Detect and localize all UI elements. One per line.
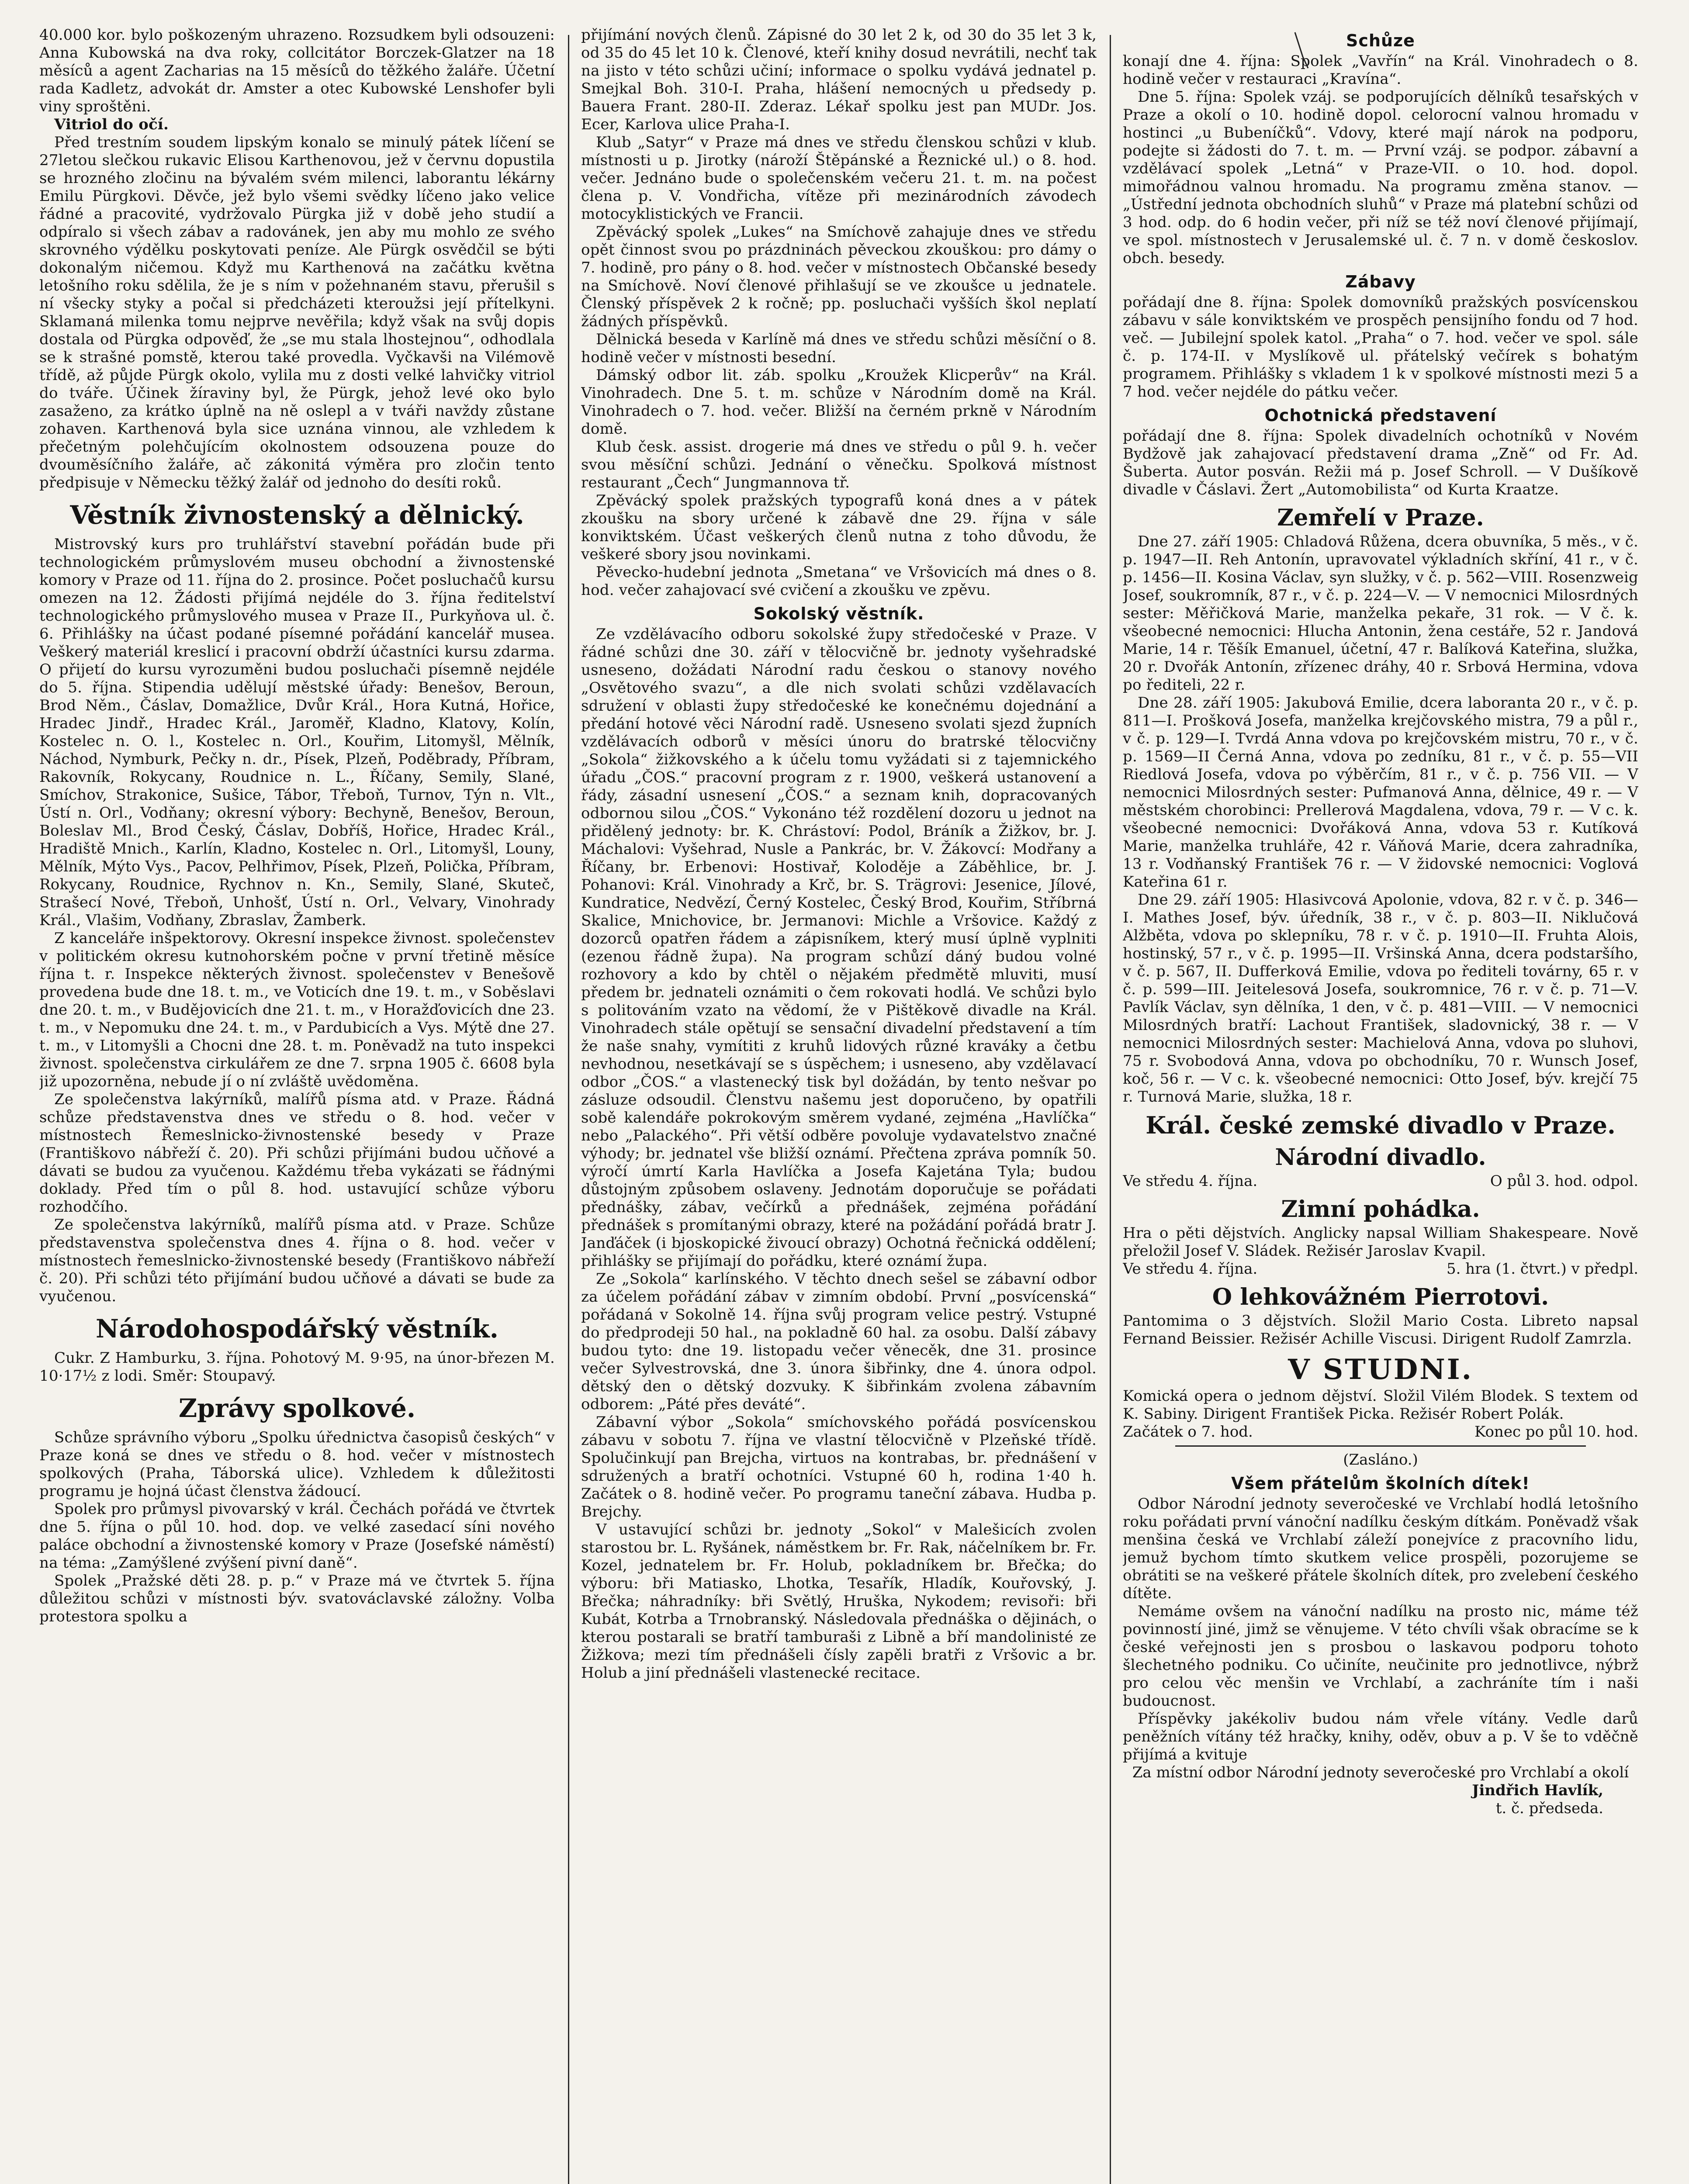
section-heading: Ochotnická představení (1264, 406, 1497, 425)
section-heading: Sokolský věstník. (753, 604, 924, 623)
article-text: Dělnická beseda v Karlíně má dnes ve středu schůzi měsíční o 8. hodině večer v místnosti besední. (581, 331, 1097, 366)
performance-start: Začátek o 7. hod. (1123, 1423, 1253, 1441)
performance-title: V STUDNI. (1288, 1353, 1473, 1386)
performance-title: Zimní pohádka. (1281, 1196, 1480, 1223)
section-heading: Věstník živnostenský a dělnický. (70, 500, 524, 530)
performance-title: O lehkovážném Pierrotovi. (1212, 1284, 1549, 1310)
article-text: Schůze správního výboru „Spolku úřednictva časopisů českých“ v Praze koná se dnes ve středu o 8. hod. večer v místnostech spolkových (Praha, Táborská ulice). Vzhledem k důležitosti programu je hojná účast členstva žádoucí. (39, 1429, 555, 1500)
article-text: Zpěvácký spolek „Lukes“ na Smíchově zahajuje dnes ve středu opět činnost svou po prázdninách pěveckou zkouškou: pro dámy o 7. hodině, pro pány o 8. hod. večer v místnostech Občanské besedy na Smíchově. Noví členové přihlašují se ve zkoušce u jednatele. Členský příspěvek 2 k ročně; pp. posluchači vyšších škol neplatí žádných příspěvků. (581, 223, 1097, 330)
appeal-text: Nemáme ovšem na vánoční nadílku na prosto nic, máme též povinností jiné, jimž se věnujeme. V této chvíli však obracíme se k české veřejnosti jen s prosbou o laskavou podporu tohoto šlechetného podniku. Co učiníte, neučinite pro jednotlivce, nýbrž pro celou věc menšin ve Vrchlabí, a zachráníte tím i naši budoucnost. (1123, 1603, 1638, 1710)
appeal-signature-role: t. č. předseda. (1495, 1800, 1603, 1817)
article-text: 40.000 kor. bylo poškozeným uhrazeno. Rozsudkem byli odsouzeni: Anna Kubowská na dva roky, collcitátor Borczek-Glatzer na 18 měsíců a agent Zacharias na 15 měsíců do těžkého žaláře. Účetní rada Kadletz, advokát dr. Amster a otec Kubowské Lenshofer byli viny sproštěni. (39, 26, 555, 115)
article-text: Ze „Sokola“ karlínského. V těchto dnech sešel se zábavní odbor za účelem pořádání zábav v zimním období. První „posvícenská“ pořádaná v Sokolně 14. října svůj program velice pestrý. Vstupné do předprodeji 50 hal., na pokladně 60 hal. za osobu. Další zábavy budou tyto: dne 19. listopadu večer věnecěk, dne 31. prosince večer Sylvestrovská, dne 3. února šibřinky, dne 4. února odpol. dětský den o dětský dozvuky. K šibřinkám zvolena zábavním odborem: „Páté přes deváté“. (581, 1270, 1097, 1413)
article-text: Ze společenstva lakýrníků, malířů písma atd. v Praze. Schůze představenstva společenstva dnes 4. října o 8. hod. večer v místnostech řemeslnicko-živnostenské besedy (Františkovo nábřeží č. 20). Při schůzi této přijímání budou učňové a dávati se bude za vyučenou. (39, 1216, 555, 1305)
article-text: Pěvecko-hudební jednota „Smetana“ ve Vršovicích má dnes o 8. hod. večer zahajovací své cvičení a zkoušku ve zpěvu. (581, 563, 1097, 599)
article-text: Zpěvácký spolek pražských typografů koná dnes a v pátek zkoušku na sbory určené k zábavě dne 29. října v sále konviktském. Účast veškerých členů nutna z toho důvodu, že veškeré sbory jsou novinkami. (581, 492, 1097, 563)
article-text: pořádají dne 8. října: Spolek divadelních ochotníků v Novém Bydžově jak zahajovací představení drama „Zně“ od Fr. Ad. Šuberta. Autor posván. Režii má p. Josef Schroll. — V Dušíkově divadle v Čáslavi. Žert „Automobilista“ od Kurta Kraatze. (1123, 427, 1638, 498)
article-text: Z kanceláře inšpektorovy. Okresní inspekce živnost. společenstev v politickém okresu kutnohorském počne v první třetině měsíce října t. r. Inspekce některých živnost. společenstev v Benešově provedena bude dne 18. t. m., ve Voticích dne 19. t. m., v Soběslavi dne 20. t. m., v Budějovicích dne 21. t. m., v Horažďovicích dne 23. t. m., v Nepomuku dne 24. t. m., v Pardubicích a Vys. Mýtě dne 27. t. m., v Litomyšli a Chocni dne 28. t. m. Poněvadž na tuto inspekci živnost. společenstva cirkulářem ze dne 7. srpna 1905 č. 6608 byla již upozorněna, nebude jí o ní zvláště uvědoměna. (39, 930, 555, 1090)
performance-date: Ve středu 4. října. (1123, 1260, 1258, 1278)
article-text: Ze vzdělávacího odboru sokolské župy středočeské v Praze. V řádné schůzi dne 30. září v tělocvičně br. jednoty vyšehradské usneseno, dožádati Národní radu českou o stanovy nového „Osvětového svazu“, a dle nich svolati schůzi vzdělavacích sdružení v oblasti župy středočeské ke konečnému dojednání a předání hotové věci Národní radě. Usneseno svolati sjezd župních vzdělávacích odborů v měsíci únoru do bratrské tělocvičny „Sokola“ žižkovského a k účelu tomu vyžádati si z tajemnického úřadu „ČOS.“ pracovní program z r. 1900, veškerá ustanovení a řády, zásadní usnesení „ČOS.“ a seznam knih, dopracovaných odbornou silou „ČOS.“ Vykonáno též rozdělení dozoru u jednot na přidělený jednoty: br. K. Chrástoví: Podol, Bráník a Žižkov, br. J. Máchalovi: Vyšehrad, Nusle a Pankrác, br. V. Žákovcí: Modřany a Říčany, br. Erbenovi: Hostivař, Koloděje a Záběhlice, br. J. Pohanovi: Král. Vinohrady a Krč, br. S. Trägrovi: Jesenice, Jílové, Kundratice, Nedvězí, Černý Kostelec, Český Brod, Kouřim, Stříbrná Skalice, Mnichovice, br. Jermanovi: Michle a Vršovice. Každý z dozorců opatřen řádem a zápisníkem, který musí úplně vyplniti (ezenou řádně župa). Na program schůzí dáný budou volné rozhovory a kdo by chtěl o nějakém předmětě mluviti, musí předem br. jednateli oznámiti o čem rokovati hodlá. Ve schůzi bylo s politováním vzato na vědomí, že v Pištěkově divadle na Král. Vinohradech stále opětují se sensační divadelní představení a tím že naše snahy, vymítiti z kruhů lidových různé kraváky a četbu nevhodnou, nesetkávají se s úspěchem; i usneseno, aby vzdělavací odbor „ČOS.“ a vlastenecký tisk byl dožádán, by tento nešvar po zásluze odsoudil. Členstvu našemu jest doporučeno, by opatřili sobě kalendáře pokrokovým směrem vydané, zejména „Havlíčka“ nebo „Palackého“. Při větší odběre povoluje vydavatelstvo značné výhody; br. jednatel vše bližší oznámí. Přečtena zpráva pomník 50. výročí úmrtí Karla Havlíčka a Josefa Kajetána Tyla; budou důstojným způsobem oslaveny. Jednotám doporučuje se pořádati přednášky, zábav, večírků a přednášek, zejména pořádání přednášek s promítanými obrazy, které na požádání pořádá bratr J. Janďáček (i bjoskopické živoucí obrazy) Ochotná řečnická oddělení; přihlášky se přijímají do pořádku, které oznámí župa. (581, 625, 1097, 1270)
appeal-text: Příspěvky jakékoliv budou nám vřele vítány. Vedle darů peněžních vítány též hračky, knihy, oděv, obuv a p. V še to vděčně přijímá a kvituje (1123, 1710, 1638, 1763)
section-heading: Zemřelí v Praze. (1277, 505, 1484, 531)
article-text: Před trestním soudem lipským konalo se minulý pátek líčení se 27letou slečkou rukavic Elisou Karthenovou, jež v červnu dopustila se hrozného zločinu na bývalém svém milenci, laborantu lékárny Emilu Pürgkovi. Děvče, jež bylo všemi svědky líčeno jako velice řádné a pracovité, vydržovalo Pürgka již v době jeho studií a odpíralo si všech zábav a radovánek, jen aby mu mohlo ze svého skrovného výdělku poskytovati peníze. Ale Pürgk osvědčil se býti dokonalým ničemou. Když mu Karthenová na začátku května letošního roku sdělila, že je s ním v požehnaném stavu, přerušil s ní všecky styky a počal si předcházeti kteroužsi její přítelkyni. Sklamaná milenka tomu nejprve nevěřila; když však na svůj dopis dostala od Pürgka odpověď, že „se mu stala lhostejnou“, odhodlala se k strašné pomstě, kterou také provedla. Vyčkavši na Vilémově třídě, až půjde Pürgk okolo, vylila mu z dosti velké lahvičky vitriol do tváře. Účinek žíraviny byl, že Pürgk, jehož levé oko bylo zasaženo, za krátko úplně na ně oslepl a v tváři navždy zůstane zohaven. Karthenová byla sice uznána vinnou, ale vzhledem k přečetným polehčujícím okolnostem odsouzena pouze do dvouměsíčního žaláře, ač zákonitá výměra pro zločin tento předpisuje v Německu těžký žalář od jednoho do desíti roků. (39, 134, 555, 491)
column-1 (39, 26, 555, 2184)
performance-times (1123, 1423, 1638, 1441)
column-3 (1123, 26, 1638, 2184)
article-text: Klub „Satyr“ v Praze má dnes ve středu členskou schůzi v klub. místnosti u p. Jirotky (nároží Štěpánské a Řeznické ul.) o 8. hod. večer. Jednáno bude o společenském večeru 21. t. m. na počest člena p. V. Vondřicha, vítěze při mezinárodních závodech motocyklistických ve Francii. (581, 134, 1097, 223)
article-text: Dne 28. září 1905: Jakubová Emilie, dcera laboranta 20 r., v č. p. 811—I. Prošková Josefa, manželka krejčovského mistra, 79 a půl r., v č. p. 129—I. Tvrdá Anna vdova po krejčovském mistru, 70 r., v č. p. 1569—II Černá Anna, vdova po zedníku, 81 r., v č. p. 55—VII Riedlová Josefa, vdova po výběrčím, 81 r., v č. p. 756 VII. — V nemocnici Milosrdných sester: Pufmanová Anna, dělnice, 49 r. — V městském chorobinci: Prellerová Magdalena, vdova, 79 r. — V c. k. všeobecné nemocnici: Dvořáková Anna, vdova 53 r. Kutíková Marie, manželka truhláře, 42 r. Váňová Marie, dcera zahradníka, 13 r. Vodňanský František 76 r. — V židovské nemocnici: Voglová Kateřina 61 r. (1123, 694, 1638, 891)
article-text: Ze společenstva lakýrníků, malířů písma atd. v Praze. Řádná schůze představenstva dnes ve středu o 8. hod. večer v místnostech Řemeslnicko-živnostenské besedy v Praze (Františkovo nábřeží č. 20). Při schůzi přijímáni budou učňové a dávati se budou za vyučenou. Každému třeba vykázati se řádnými doklady. Před tím o půl 8. hod. ustavující schůze výboru rozhodčího. (39, 1091, 555, 1216)
performance-subscription: 5. hra (1. čtvrt.) v předpl. (1446, 1260, 1638, 1278)
performance-row (1123, 1172, 1638, 1190)
appeal-text: Odbor Národní jednoty severočeské ve Vrchlabí hodlá letošního roku pořádati první vánoční nadílku českým dítkám. Poněvadž však menšina česká ve Vrchlabí záleží ponejvíce z pracovního lidu, jemuž bychom tímto skutkem velice prospěli, pozorujeme se obrátiti se na veškeré přátele školních dítek, pro zvelebení českého dítěte. (1123, 1495, 1638, 1602)
appeal-signature-name: Jindřich Havlík, (1472, 1782, 1603, 1799)
article-text: V ustavující schůzi br. jednoty „Sokol“ v Malešicích zvolen starostou br. L. Ryšánek, náměstkem br. Fr. Rak, náčelníkem br. Fr. Kozel, jednatelem br. Fr. Holub, pokladníkem br. Břečka; do výboru: bři Matiasko, Lhotka, Tesařík, Hladík, Kouřovský, J. Břečka; náhradníky: bři Světlý, Hruška, Nykodem; revisoři: bři Kubát, Kotrba a Trnobranský. Následovala přednáška o dějinách, o kterou postarali se bratří tamburaši z Libně a bří mandolinisté ze Žižkova; mezi tím přednášeli čísly zapěli bratři z Vršovic a br. Holub a jiní přednášeli vlastenecké recitace. (581, 1521, 1097, 1682)
section-heading: Národohospodářský věstník. (96, 1314, 498, 1344)
performance-date: Ve středu 4. října. (1123, 1172, 1258, 1190)
appeal-signature: Za místní odbor Národní jednoty severočeské pro Vrchlabí a okolí (1132, 1764, 1629, 1781)
column-2 (581, 26, 1097, 2184)
appeal-title: Všem přátelům školních dítek! (1231, 1474, 1530, 1493)
article-text: Cukr. Z Hamburku, 3. října. Pohotový M. 9·95, na únor-březen M. 10·17½ z lodi. Směr: Stoupavý. (39, 1349, 555, 1385)
pen-mark (1293, 31, 1311, 70)
section-heading: Zábavy (1345, 272, 1416, 291)
theatre-subtitle: Národní divadlo. (1275, 1144, 1486, 1171)
sent-note: (Zasláno.) (1343, 1451, 1418, 1469)
performance-row (1123, 1260, 1638, 1278)
performance-time: O půl 3. hod. odpol. (1490, 1172, 1638, 1190)
performance-desc: Hra o pěti dějstvích. Anglicky napsal William Shakespeare. Nově přeložil Josef V. Sládek. Režisér Jaroslav Kvapil. (1123, 1224, 1638, 1260)
article-title: Vitriol do očí. (54, 116, 169, 133)
article-text: Zábavní výbor „Sokola“ smíchovského pořádá posvícenskou zábavu v sobotu 7. října ve vlastní tělocvičně v Plzeňské třídě. Spolučinkují pan Brejcha, virtuos na kontrabas, br. přednášení v sdružených a bratří ochotníci. Vstupné 60 h, rodina 1·40 h. Začátek o 8. hodině večer. Po programu taneční zábava. Hudba p. Brejchy. (581, 1413, 1097, 1521)
article-text: pořádají dne 8. října: Spolek domovníků pražských posvícenskou zábavu v sále konviktském ve prospěch pensijního fondu od 7 hod. več. — Jubilejní spolek katol. „Praha“ o 7. hod. večer ve spol. sále č. p. 174-II. v Myslíkově ul. přátelský večírek s bohatým programem. Přihlášky s vkladem 1 k v spolkové místnosti mezi 5 a 7 hod. večer nejdéle do pátku večer. (1123, 294, 1638, 401)
divider (1175, 1445, 1586, 1447)
article-text: přijímání nových členů. Zápisné do 30 let 2 k, od 30 do 35 let 3 k, od 35 do 45 let 10 k. Členové, kteří knihy dosud nevrátili, nechť tak na jisto v této schůzi učiní; informace o spolku vydává jednatel p. Smejkal Boh. 310-I. Praha, hlášení nemocných u předsedy p. Bauera Frant. 280-II. Zderaz. Lékař spolku jest pan MUDr. Jos. Ecer, Karlova ulice Praha-I. (581, 26, 1097, 133)
column-rule (1110, 35, 1111, 2184)
article-text: Spolek pro průmysl pivovarský v král. Čechách pořádá ve čtvrtek dne 5. října o půl 10. hod. dop. ve velké zasedací síni nového paláce obchodní a živnostenské komory v Praze (Josefské náměstí) na téma: „Zamýšlené zvýšení pivní daně“. (39, 1500, 555, 1572)
section-heading: Zprávy spolkové. (178, 1393, 416, 1423)
article-text: Dne 5. října: Spolek vzáj. se podporujících dělníků tesařských v Praze a okolí o 10. hodině dopol. celorocní valnou hromadu v hostinci „u Bubeníčků“. Vdovy, které mají nárok na podporu, podejte si žádosti do 7. t. m. — První vzáj. se podpor. zábavní a vzdělávací spolek „Letná“ v Praze-VII. o 10. hod. dopol. mimořádnou valnou hromadu. Na programu změna stanov. — „Ústřední jednota obchodních sluhů“ v Praze má platební schůzi od 3 hod. odp. do 6 hodin večer, při níž se též noví členové přijímají, ve spol. místnostech v Jerusalemské ul. č. 7 n. v domě českoslov. obch. besedy. (1123, 88, 1638, 267)
column-rule (568, 35, 569, 2184)
article-text: Klub česk. assist. drogerie má dnes ve středu o půl 9. h. večer svou měsíční schůzi. Jednání o věnečku. Spolková místnost restaurant „Čech“ Jungmannova tř. (581, 438, 1097, 491)
newspaper-page (39, 26, 1647, 2184)
theatre-title: Král. české zemské divadlo v Praze. (1146, 1111, 1616, 1139)
article-text: Mistrovský kurs pro truhlářství stavební pořádán bude při technologickém průmyslovém museu obchodní a živnostenské komory v Praze od 11. října do 2. prosince. Počet posluchačů kursu omezen na 12. Žádosti přijímá nejdéle do 3. října ředitelství technologického průmyslového musea v Praze II., Purkyňova ul. č. 6. Přihlášky na účast podané písemné pořádání kancelář musea. Veškerý materiál kreslicí i pracovní obdrží účastníci kursu zdarma. O přijetí do kursu vyrozuměni budou posluchači písemně nejdéle do 5. října. Stipendia udělují městské úřady: Benešov, Beroun, Brod Něm., Čáslav, Domažlice, Dvůr Král., Hora Kutná, Hořice, Hradec Jindř., Hradec Král., Jaroměř, Kladno, Klatovy, Kolín, Kostelec n. O. l., Kostelec n. Orl., Kouřim, Litomyšl, Mělník, Náchod, Nymburk, Pečky n. dr., Písek, Plzeň, Poděbrady, Příbram, Rakovník, Rokycany, Roudnice n. L., Říčany, Semily, Slané, Smíchov, Strakonice, Sušice, Tábor, Třeboň, Turnov, Týn n. Vlt., Ústí n. Orl., Vodňany; okresní výbory: Bechyně, Benešov, Beroun, Boleslav Ml., Brod Český, Čáslav, Dobříš, Hořice, Hradec Král., Hradiště Mnich., Karlín, Kladno, Kostelec n. Orl., Litomyšl, Louny, Mělník, Mýto Vys., Pacov, Pelhřimov, Písek, Plzeň, Polička, Příbram, Rokycany, Roudnice, Rychnov n. Kn., Semily, Slané, Skuteč, Strašecí Nové, Třeboň, Unhošť, Ústí n. Orl., Velvary, Vinohrady Král., Vlašim, Vodňany, Zbraslav, Žamberk. (39, 536, 555, 929)
performance-desc: Pantomima o 3 dějstvích. Složil Mario Costa. Libreto napsal Fernand Beissier. Režisér Achille Viscusi. Dirigent Rudolf Zamrzla. (1123, 1312, 1638, 1348)
section-heading: Schůze (1346, 31, 1415, 50)
article-text: Dne 29. září 1905: Hlasivcová Apolonie, vdova, 82 r. v č. p. 346—I. Mathes Josef, býv. úředník, 38 r., v č. p. 803—II. Niklučová Alžběta, vdova po sklepníku, 78 r. v č. p. 1910—II. Fruhta Alois, hostinský, 57 r., v č. p. 1995—II. Vršinská Anna, dcera podstaršího, v č. p. 567, II. Dufferková Emilie, vdova po řediteli továrny, 65 r. v č. p. 599—III. Jeitelesová Josefa, soukromnice, 76 r. v č. p. 71—V. Pavlík Václav, syn dělníka, 1 den, v č. p. 481—VIII. — V nemocnici Milosrdných bratří: Lachout František, sladovnický, 38 r. — V nemocnici Milosrdných sester: Machielová Anna, vdova po sluhovi, 75 r. Svobodová Anna, vdova po obchodníku, 70 r. Wunsch Josef, koč, 56 r. — V c. k. všeobecné nemocnici: Otto Josef, býv. krejčí 75 r. Turnová Marie, služka, 18 r. (1123, 891, 1638, 1106)
article-text: Spolek „Pražské děti 28. p. p.“ v Praze má ve čtvrtek 5. října důležitou schůzi v místnosti býv. svatováclavské záložny. Volba protestora spolku a (39, 1572, 555, 1625)
performance-desc: Komická opera o jednom dějství. Složil Vilém Blodek. S textem od K. Sabiny. Dirigent František Picka. Režisér Robert Polák. (1123, 1387, 1638, 1423)
article-text: konají dne 4. října: Spolek „Vavřín“ na Král. Vinohradech o 8. hodině večer v restauraci „Kravína“. (1123, 52, 1638, 88)
performance-end: Konec po půl 10. hod. (1474, 1423, 1638, 1441)
article-text: Dámský odbor lit. záb. spolku „Kroužek Klicperův“ na Král. Vinohradech. Dne 5. t. m. schůze v Národním domě na Král. Vinohradech o 7. hod. večer. Bližší na černém prkně v Národním domě. (581, 366, 1097, 438)
article-text: Dne 27. září 1905: Chladová Růžena, dcera obuvníka, 5 měs., v č. p. 1947—II. Reh Antonín, upravovatel výkladních skříní, 41 r., v č. p. 1456—II. Kosina Václav, syn služky, v č. p. 562—VIII. Rosenzweig Josef, soukromník, 87 r., v č. p. 224—V. — V nemocnici Milosrdných sester: Měřičková Marie, manželka pekaře, 31 rok. — V č. k. všeobecné nemocnici: Hlucha Antonin, žena cestáře, 52 r. Jandová Marie, 14 r. Těšík Emanuel, účetní, 47 r. Balíková Kateřina, služka, 20 r. Dvořák Antonín, zřízenec dráhy, 40 r. Srbová Hermina, vdova po řediteli, 22 r. (1123, 533, 1638, 694)
